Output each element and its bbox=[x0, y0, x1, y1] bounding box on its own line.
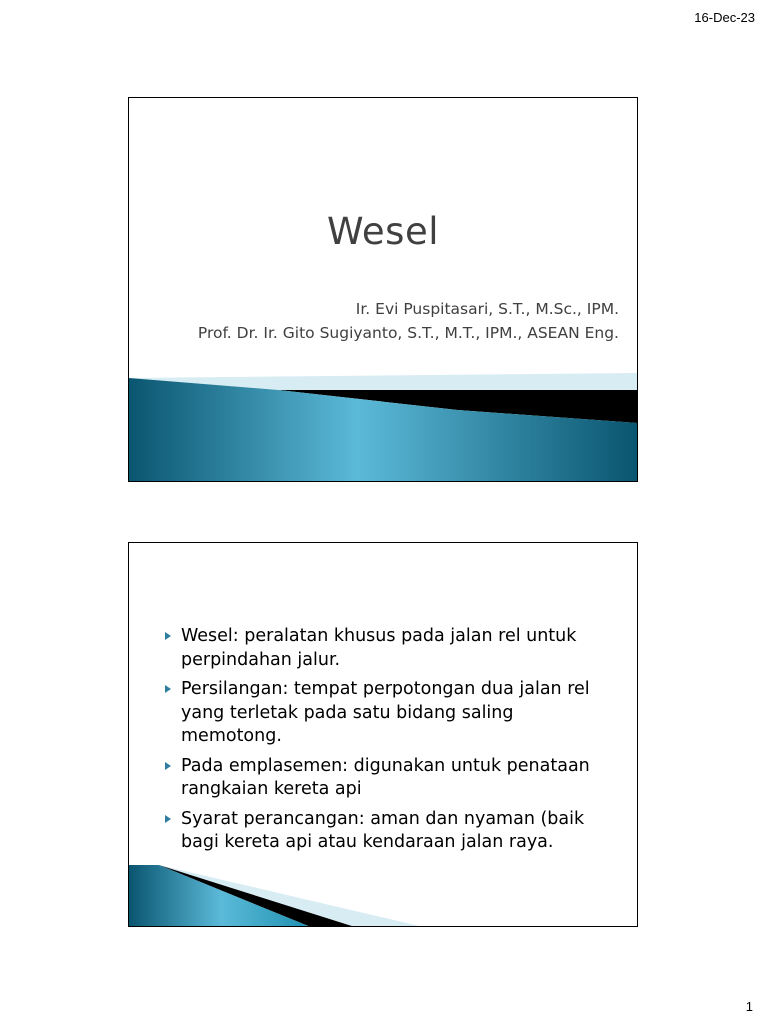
bullet-text: Syarat perancangan: aman dan nyaman (baik bagi kereta api atau kendaraan jalan raya. bbox=[181, 808, 585, 852]
slide-title: Wesel bbox=[326, 210, 439, 253]
list-item bbox=[163, 808, 619, 855]
triangle-bullet-icon bbox=[165, 685, 171, 693]
list-item bbox=[163, 678, 619, 749]
bullet-text: Pada emplasemen: digunakan untuk penataan rangkaian kereta api bbox=[181, 755, 590, 799]
slide-content bbox=[128, 542, 638, 927]
slide-title-page bbox=[128, 97, 638, 482]
author-line: Ir. Evi Puspitasari, S.T., M.Sc., IPM. bbox=[355, 300, 619, 318]
page-number: 1 bbox=[745, 999, 753, 1014]
bullet-list bbox=[163, 625, 619, 861]
bullet-text: Wesel: peralatan khusus pada jalan rel untuk perpindahan jalur. bbox=[181, 626, 577, 670]
print-date: 16-Dec-23 bbox=[694, 10, 755, 25]
author-list bbox=[198, 297, 619, 345]
triangle-bullet-icon bbox=[165, 762, 171, 770]
list-item bbox=[163, 625, 619, 672]
list-item bbox=[163, 755, 619, 802]
author-line: Prof. Dr. Ir. Gito Sugiyanto, S.T., M.T., IPM., ASEAN Eng. bbox=[197, 324, 619, 342]
bullet-text: Persilangan: tempat perpotongan dua jalan rel yang terletak pada satu bidang saling memotong. bbox=[181, 679, 590, 746]
triangle-bullet-icon bbox=[165, 632, 171, 640]
decorative-wave-graphic bbox=[129, 368, 637, 482]
triangle-bullet-icon bbox=[165, 815, 171, 823]
decorative-corner-graphic bbox=[129, 865, 637, 927]
